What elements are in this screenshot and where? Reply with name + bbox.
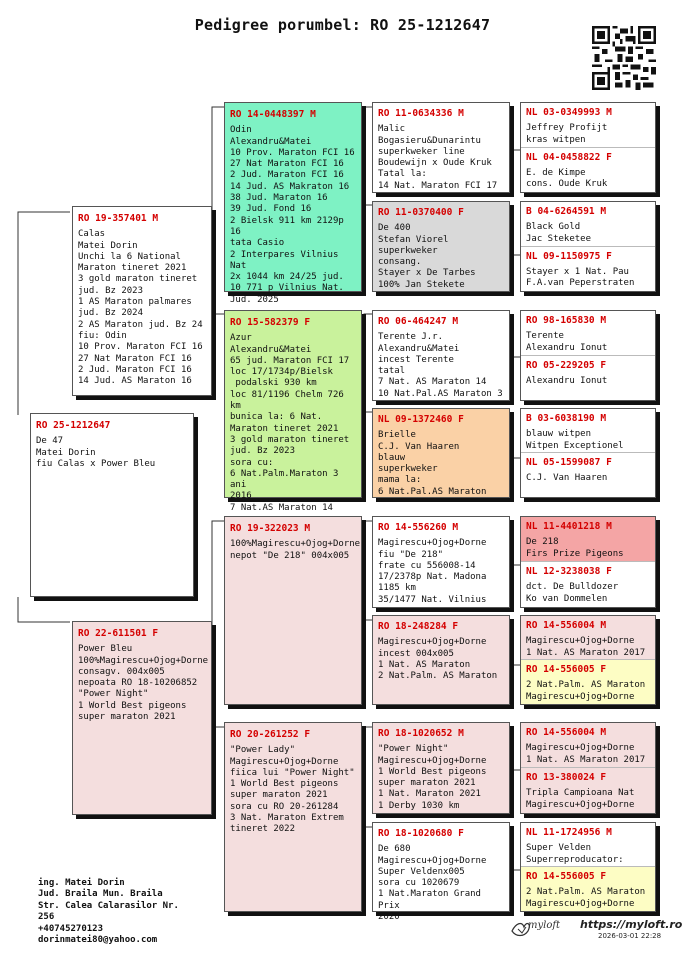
gen3-card-4[interactable] xyxy=(372,408,510,498)
gen4-cell[interactable] xyxy=(521,311,655,356)
gen2-text: Odin Alexandru&Matei 10 Prov. Maraton FCI 16 27 Nat Maraton FCI 16 2 Jud. Maraton FCI 16 14 Jud. AS Makraton 16 38 Jud. Maraton 16 39 Jud. Fond 16 2 Bielsk 911 km 2129p 16 tata Casio 2 Interpares Vilnius Nat 2x 1044 km 24/25 jud. 10 771 p Vilnius Nat. Jud. 2025 xyxy=(230,125,355,305)
gen4-pair-1 xyxy=(520,102,656,193)
subject-ring: RO 25-1212647 xyxy=(36,420,111,431)
gen4-cell[interactable] xyxy=(521,202,655,247)
gen3-card-3[interactable] xyxy=(372,310,510,401)
gen3-card-2[interactable] xyxy=(372,201,510,292)
gen2-text: Azur Alexandru&Matei 65 jud. Maraton FCI 17 loc 17/1734p/Bielsk podalski 930 km loc 81/1196 Chelm 726 km bunica la: 6 Nat. Maraton tineret 2021 3 gold maraton tineret jud. Bz 2023 sora cu: 6 Nat.Palm.Maraton 3 ani 2016 7 Nat.AS Maraton 14 xyxy=(230,333,350,513)
sire-text: Calas Matei Dorin Unchi la 6 National Maraton tineret 2021 3 gold maraton tineret jud. Bz 2023 1 AS Maraton palmares jud. Bz 2024 2 AS Maraton jud. Bz 24 fiu: Odin 10 Prov. Maraton FCI 16 27 Nat Maraton FCI 16 2 Jud. Maraton FCI 16 14 Jud. AS Maraton 16 xyxy=(78,229,203,387)
gen4-ring: NL 12-3238038 F xyxy=(526,566,612,577)
gen3-ring: RO 11-0634336 M xyxy=(378,108,464,119)
gen3-ring: NL 09-1372460 F xyxy=(378,414,464,425)
gen3-text: Malic Bogasieru&Dunarintu superkweker line Boudewijn x Oude Kruk Tatal la: 14 Nat. Maraton FCI 17 xyxy=(378,124,498,191)
gen4-cell[interactable] xyxy=(521,723,655,768)
gen3-card-7[interactable] xyxy=(372,722,510,814)
gen4-text: blauw witpen Witpen Exceptionel xyxy=(526,429,624,451)
gen3-card-5[interactable] xyxy=(372,516,510,608)
gen3-card-8[interactable] xyxy=(372,822,510,923)
gen4-text: Black Gold Jac Steketee xyxy=(526,222,592,244)
gen3-text: Terente J.r. Alexandru&Matei incest Terente tatal 7 Nat. AS Maraton 14 10 Nat.Pal.AS Maraton 3 xyxy=(378,332,503,399)
gen4-cell[interactable] xyxy=(521,356,655,401)
gen4-pair-5 xyxy=(520,516,656,608)
gen2-ring: RO 15-582379 F xyxy=(230,317,311,328)
sire-card[interactable] xyxy=(72,206,212,396)
gen4-cell[interactable] xyxy=(521,867,655,911)
gen4-ring: NL 04-0458822 F xyxy=(526,151,612,163)
gen4-text: Super Velden Superreproducator: xyxy=(526,843,624,865)
page-title: Pedigree porumbel: RO 25-1212647 xyxy=(194,16,491,34)
subject-card[interactable] xyxy=(30,413,194,597)
brand-logo-text: myloft xyxy=(528,920,561,931)
gen4-cell[interactable] xyxy=(521,562,655,607)
breeder-contact: ing. Matei Dorin Jud. Braila Mun. Braila Str. Calea Calarasilor Nr. 256 +40745270123 dorinmatei80@yahoo.com xyxy=(38,878,179,946)
dam-ring: RO 22-611501 F xyxy=(78,628,159,639)
dam-text: Power Bleu 100%Magirescu+Ojog+Dorne consagv. 004x005 nepoata RO 18-10206852 "Power Night" 1 World Best pigeons super maraton 2021 xyxy=(78,644,209,723)
gen4-cell[interactable] xyxy=(521,148,655,193)
gen4-text: Magirescu+Ojog+Dorne 1 Nat. AS Maraton 2017 xyxy=(526,636,646,658)
gen4-text: dct. De Bulldozer Ko van Dommelen xyxy=(526,582,619,604)
gen3-text: Magirescu+Ojog+Dorne fiu "De 218" frate cu 556008-14 17/2378p Nat. Madona 1185 km 35/1477 Nat. Vilnius xyxy=(378,538,487,605)
gen4-cell[interactable] xyxy=(521,409,655,453)
gen2-ring: RO 14-0448397 M xyxy=(230,109,316,120)
gen4-ring: RO 05-229205 F xyxy=(526,359,607,371)
gen4-ring: NL 09-1150975 F xyxy=(526,250,612,262)
gen4-text: Alexandru Ionut xyxy=(526,375,608,386)
gen4-text: De 218 Firs Prize Pigeons xyxy=(526,537,624,559)
gen3-text: Magirescu+Ojog+Dorne incest 004x005 1 Nat. AS Maraton 2 Nat.Palm. AS Maraton xyxy=(378,637,498,682)
gen4-cell[interactable] xyxy=(521,660,655,704)
gen2-text: "Power Lady" Magirescu+Ojog+Dorne fiica lui "Power Night" 1 World Best pigeons super maraton 2021 sora cu RO 20-261284 3 Nat. Maraton Extrem tineret 2022 xyxy=(230,745,355,835)
gen4-ring: B 04-6264591 M xyxy=(526,206,607,217)
gen4-pair-8 xyxy=(520,822,656,912)
sire-ring: RO 19-357401 M xyxy=(78,213,159,224)
gen3-ring: RO 11-0370400 F xyxy=(378,207,464,218)
gen4-pair-6 xyxy=(520,615,656,705)
gen4-pair-3 xyxy=(520,310,656,401)
gen4-ring: RO 14-556004 M xyxy=(526,620,607,631)
gen2-text: 100%Magirescu+Ojog+Dorne nepot "De 218" 004x005 xyxy=(230,539,361,561)
gen4-ring: RO 98-165830 M xyxy=(526,315,607,326)
gen4-text: C.J. Van Haaren xyxy=(526,473,608,484)
gen4-cell[interactable] xyxy=(521,103,655,148)
gen4-ring: B 03-6038190 M xyxy=(526,413,607,424)
gen4-cell[interactable] xyxy=(521,768,655,813)
gen3-ring: RO 18-1020652 M xyxy=(378,728,464,739)
gen3-text: De 400 Stefan Viorel superkweker consang. Stayer x De Tarbes 100% Jan Stekete xyxy=(378,223,476,290)
gen2-ring: RO 20-261252 F xyxy=(230,729,311,740)
gen4-text: Terente Alexandru Ionut xyxy=(526,331,608,353)
gen3-card-1[interactable] xyxy=(372,102,510,193)
gen4-ring: NL 03-0349993 M xyxy=(526,107,612,118)
gen4-pair-7 xyxy=(520,722,656,814)
gen4-ring: RO 14-556004 M xyxy=(526,727,607,738)
gen4-cell[interactable] xyxy=(521,823,655,867)
gen3-card-6[interactable] xyxy=(372,615,510,705)
gen3-ring: RO 18-1020680 F xyxy=(378,828,464,839)
gen3-text: "Power Night" Magirescu+Ojog+Dorne 1 World Best pigeons super maraton 2021 1 Nat. Maraton 2021 1 Derby 1030 km xyxy=(378,744,487,811)
dam-card[interactable] xyxy=(72,621,212,815)
gen4-ring: RO 14-556005 F xyxy=(526,664,607,675)
gen3-ring: RO 14-556260 M xyxy=(378,522,459,533)
gen4-cell[interactable] xyxy=(521,517,655,562)
gen3-ring: RO 06-464247 M xyxy=(378,316,459,327)
generated-timestamp: 2026-03-01 22:28 xyxy=(598,932,662,940)
gen4-ring: NL 11-4401218 M xyxy=(526,521,612,532)
gen3-text: De 680 Magirescu+Ojog+Dorne Super Veldenx005 sora cu 1020679 1 Nat.Maraton Grand Prix 2020 xyxy=(378,844,487,923)
gen4-cell[interactable] xyxy=(521,616,655,660)
gen4-text: Jeffrey Profijt kras witpen xyxy=(526,123,608,145)
gen4-text: Stayer x 1 Nat. Pau F.A.van Peperstraten xyxy=(526,266,635,289)
gen4-ring: NL 05-1599087 F xyxy=(526,457,612,468)
gen2-ring: RO 19-322023 M xyxy=(230,523,311,534)
gen2-card-2[interactable] xyxy=(224,310,362,513)
subject-text: De 47 Matei Dorin fiu Calas x Power Bleu xyxy=(36,436,156,469)
gen4-cell[interactable] xyxy=(521,247,655,292)
gen4-ring: NL 11-1724956 M xyxy=(526,827,612,838)
gen4-text: E. de Kimpe cons. Oude Kruk xyxy=(526,167,608,190)
gen4-cell[interactable] xyxy=(521,453,655,497)
gen4-text: 2 Nat.Palm. AS Maraton Magirescu+Ojog+Dorne xyxy=(526,680,646,702)
gen4-pair-2 xyxy=(520,201,656,292)
gen4-ring: RO 14-556005 F xyxy=(526,871,607,882)
gen3-ring: RO 18-248284 F xyxy=(378,621,459,632)
gen2-card-3[interactable] xyxy=(224,516,362,705)
gen4-pair-4 xyxy=(520,408,656,498)
gen4-text: Magirescu+Ojog+Dorne 1 Nat. AS Maraton 2017 xyxy=(526,743,646,765)
gen2-card-4[interactable] xyxy=(224,722,362,912)
gen4-text: Tripla Campioana Nat Magirescu+Ojog+Dorne xyxy=(526,788,635,810)
gen3-text: Brielle C.J. Van Haaren blauw superkweker mama la: 6 Nat.Pal.AS Maraton xyxy=(378,430,487,497)
gen2-card-1[interactable] xyxy=(224,102,362,305)
gen4-ring: RO 13-380024 F xyxy=(526,772,607,783)
gen4-text: 2 Nat.Palm. AS Maraton Magirescu+Ojog+Dorne xyxy=(526,887,646,909)
brand-site-link[interactable]: https://myloft.ro xyxy=(580,918,683,931)
